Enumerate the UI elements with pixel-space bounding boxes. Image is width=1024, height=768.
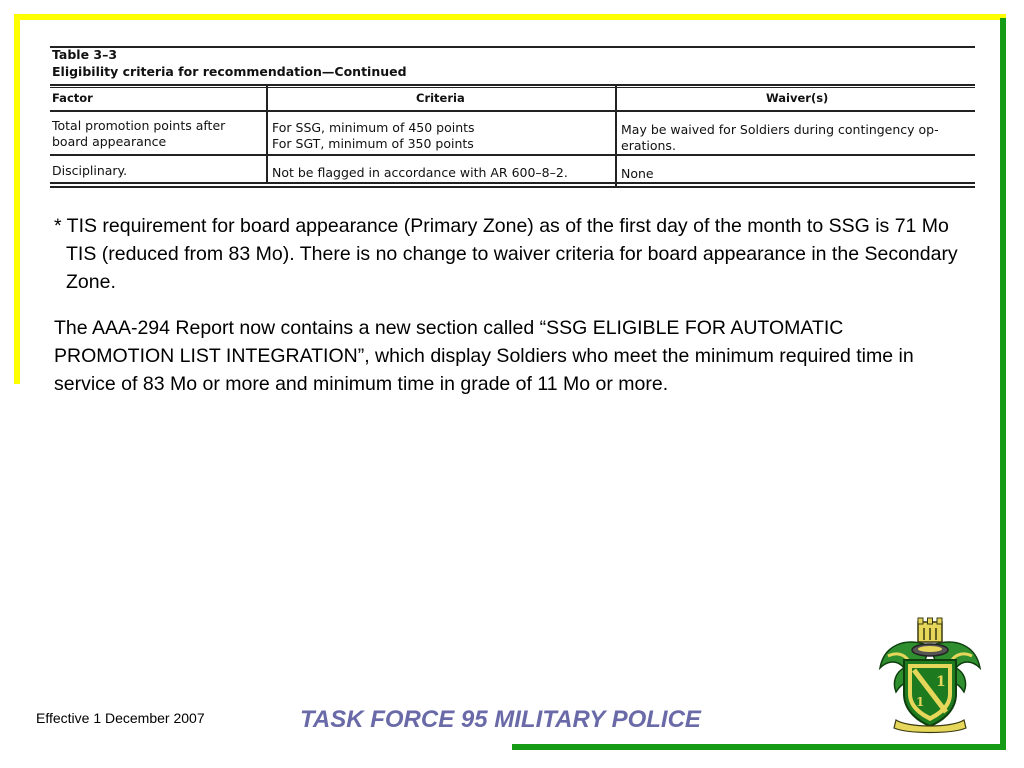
row1-factor: Total promotion points after board appearance <box>52 118 226 149</box>
eligibility-table-scan <box>50 44 975 190</box>
header-factor: Factor <box>52 91 93 105</box>
military-police-crest-icon <box>874 616 986 734</box>
effective-date: Effective 1 December 2007 <box>36 710 205 726</box>
organization-title: TASK FORCE 95 MILITARY POLICE <box>300 706 701 733</box>
frame-border-left <box>14 14 20 384</box>
tis-requirement-note: * TIS requirement for board appearance (Primary Zone) as of the first day of the month to SSG is 71 Mo TIS (reduced from 83 Mo). There is no change to waiver criteria for board appearance in the Secondary Zone. <box>54 215 958 293</box>
frame-border-bottom <box>512 744 1006 750</box>
row1-waiver: May be waived for Soldiers during contingency op- erations. <box>621 122 939 153</box>
frame-border-right <box>1000 18 1006 750</box>
row1-criteria: For SSG, minimum of 450 points For SGT, minimum of 350 points <box>272 120 475 151</box>
header-criteria: Criteria <box>416 91 465 105</box>
row2-factor: Disciplinary. <box>52 163 128 178</box>
frame-border-top <box>14 14 1006 20</box>
table-title: Table 3–3 <box>52 47 118 62</box>
row2-waiver: None <box>621 166 654 181</box>
svg-text:1: 1 <box>936 674 946 690</box>
svg-text:1: 1 <box>916 695 925 709</box>
aaa294-report-note: The AAA-294 Report now contains a new section called “SSG ELIGIBLE FOR AUTOMATIC PROMOTION LIST INTEGRATION”, which display Soldiers who meet the minimum required time in service of 83 Mo or more and minimum time in grade of 11 Mo or more. <box>54 317 914 395</box>
row2-criteria: Not be flagged in accordance with AR 600–8–2. <box>272 165 568 180</box>
header-waivers: Waiver(s) <box>766 91 829 105</box>
slide-notes <box>54 212 969 398</box>
table-subtitle: Eligibility criteria for recommendation—Continued <box>52 64 407 79</box>
